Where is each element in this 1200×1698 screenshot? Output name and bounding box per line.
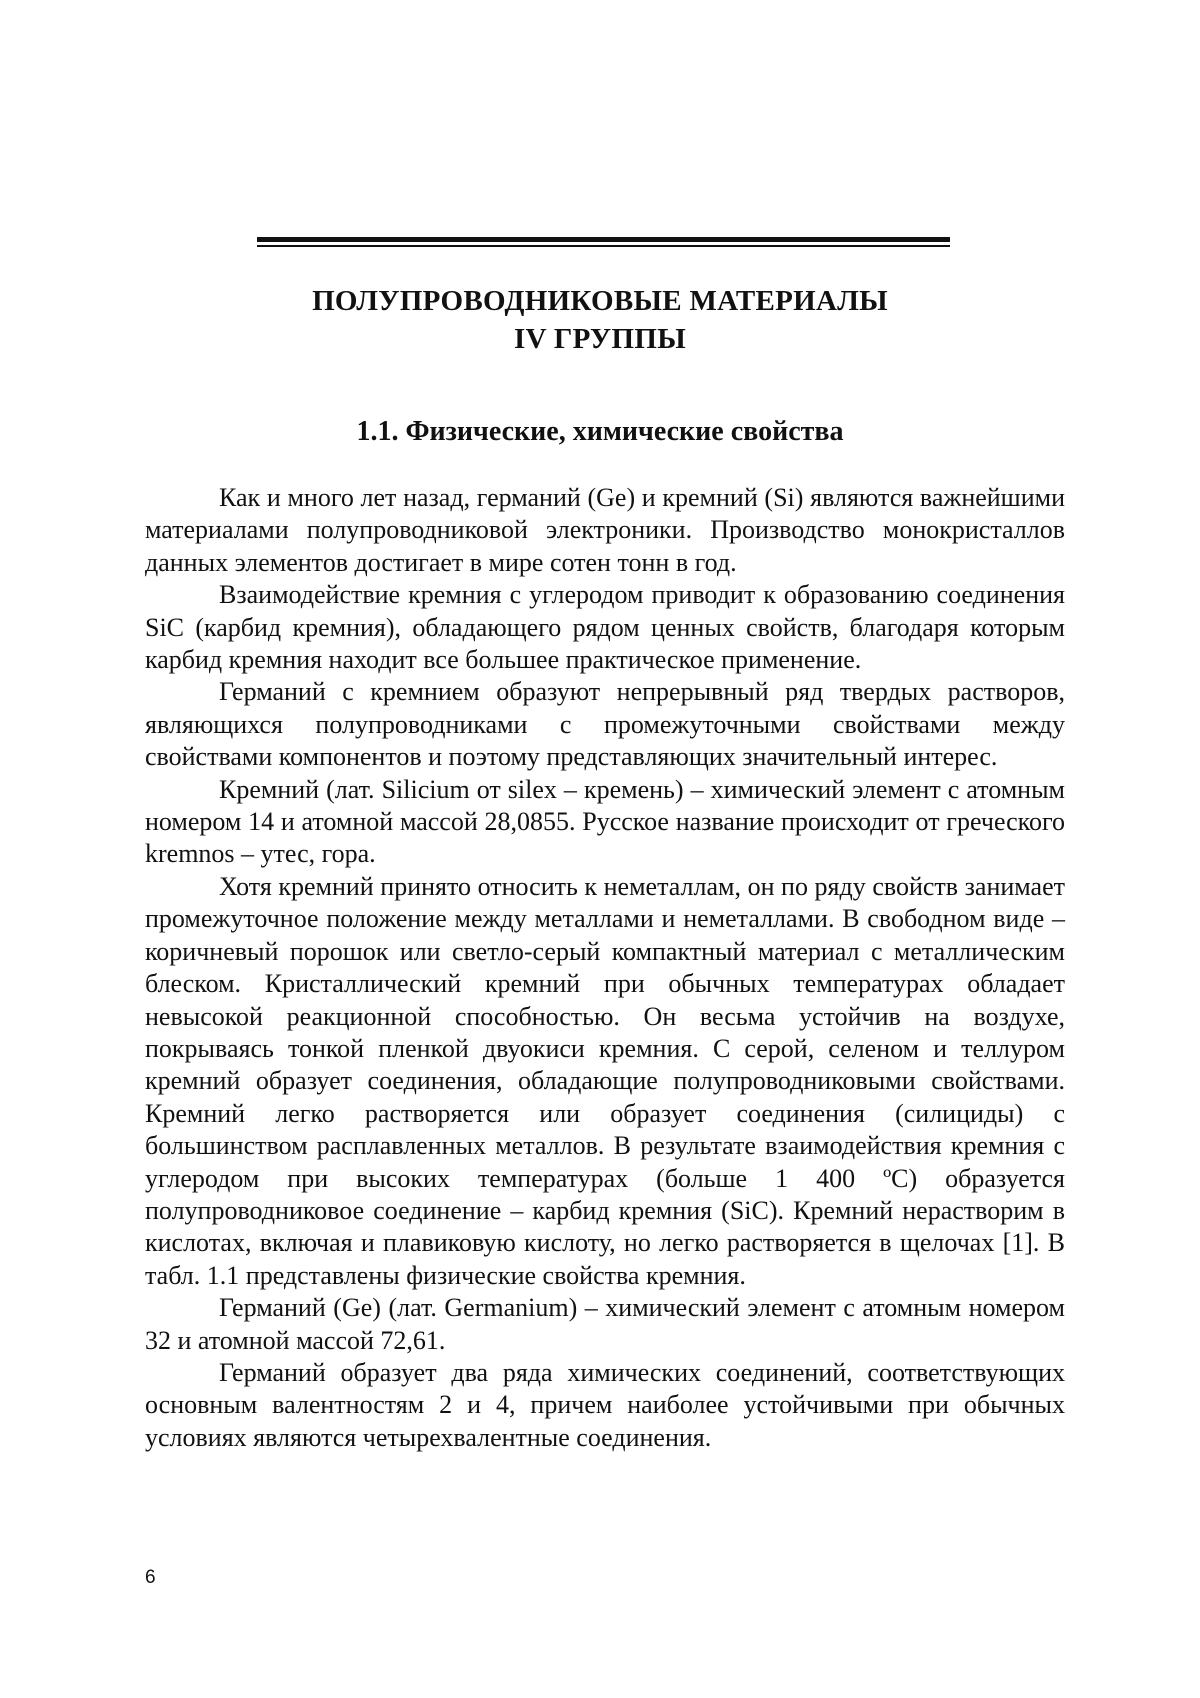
paragraph: Хотя кремний принято относить к неметаллам, он по ряду свойств занимает промежуточное положение между металлами и неметаллами. В свободном виде – коричневый порошок или светло-серый компактный материал с металлическим блеском. Кристаллический кремний при обычных температурах обладает невысокой реакционной способностью. Он весьма устойчив на воздухе, покрываясь тонкой пленкой двуокиси кремния. С серой, селеном и теллуром кремний образует соединения, обладающие полупроводниковыми свойствами. Кремний легко растворяется или образует соединения (силициды) с большинством расплавленных металлов. В результате взаимодействия кремния с углеродом при высоких температурах (больше 1 400 ºС) образуется полупроводниковое соединение – карбид кремния (SiC). Кремний нерастворим в кислотах, включая и плавиковую кислоту, но легко растворяется в щелочах [1]. В табл. 1.1 представлены физические свойства кремния. — [145, 871, 1065, 1292]
paragraph: Германий (Ge) (лат. Germanium) – химический элемент с атомным номером 32 и атомной массой 72,61. — [145, 1292, 1065, 1357]
header-rule-thin — [257, 245, 950, 247]
chapter-title-line-2: IV ГРУППЫ — [0, 320, 1200, 358]
chapter-title — [0, 282, 1200, 358]
page-number: 6 — [145, 1567, 156, 1589]
paragraph: Кремний (лат. Silicium от silex – кремень) – химический элемент с атомным номером 14 и атомной массой 28,0855. Русское название происходит от греческого kremnos – утес, гора. — [145, 774, 1065, 871]
paragraph: Германий с кремнием образуют непрерывный ряд твердых растворов, являющихся полупроводниками с промежуточными свойствами между свойствами компонентов и поэтому представляющих значительный интерес. — [145, 676, 1065, 773]
paragraph: Как и много лет назад, германий (Ge) и кремний (Si) являются важнейшими материалами полупроводниковой электроники. Производство монокристаллов данных элементов достигает в мире сотен тонн в год. — [145, 482, 1065, 579]
section-title: 1.1. Физические, химические свойства — [0, 414, 1200, 450]
header-rule-thick — [257, 237, 950, 242]
paragraph: Германий образует два ряда химических соединений, соответствующих основным валентностям 2 и 4, причем наиболее устойчивыми при обычных условиях являются четырехвалентные соединения. — [145, 1357, 1065, 1454]
paragraph: Взаимодействие кремния с углеродом приводит к образованию соединения SiC (карбид кремния), обладающего рядом ценных свойств, благодаря которым карбид кремния находит все большее практическое применение. — [145, 579, 1065, 676]
chapter-title-line-1: ПОЛУПРОВОДНИКОВЫЕ МАТЕРИАЛЫ — [0, 282, 1200, 320]
body-text — [145, 482, 1065, 1454]
